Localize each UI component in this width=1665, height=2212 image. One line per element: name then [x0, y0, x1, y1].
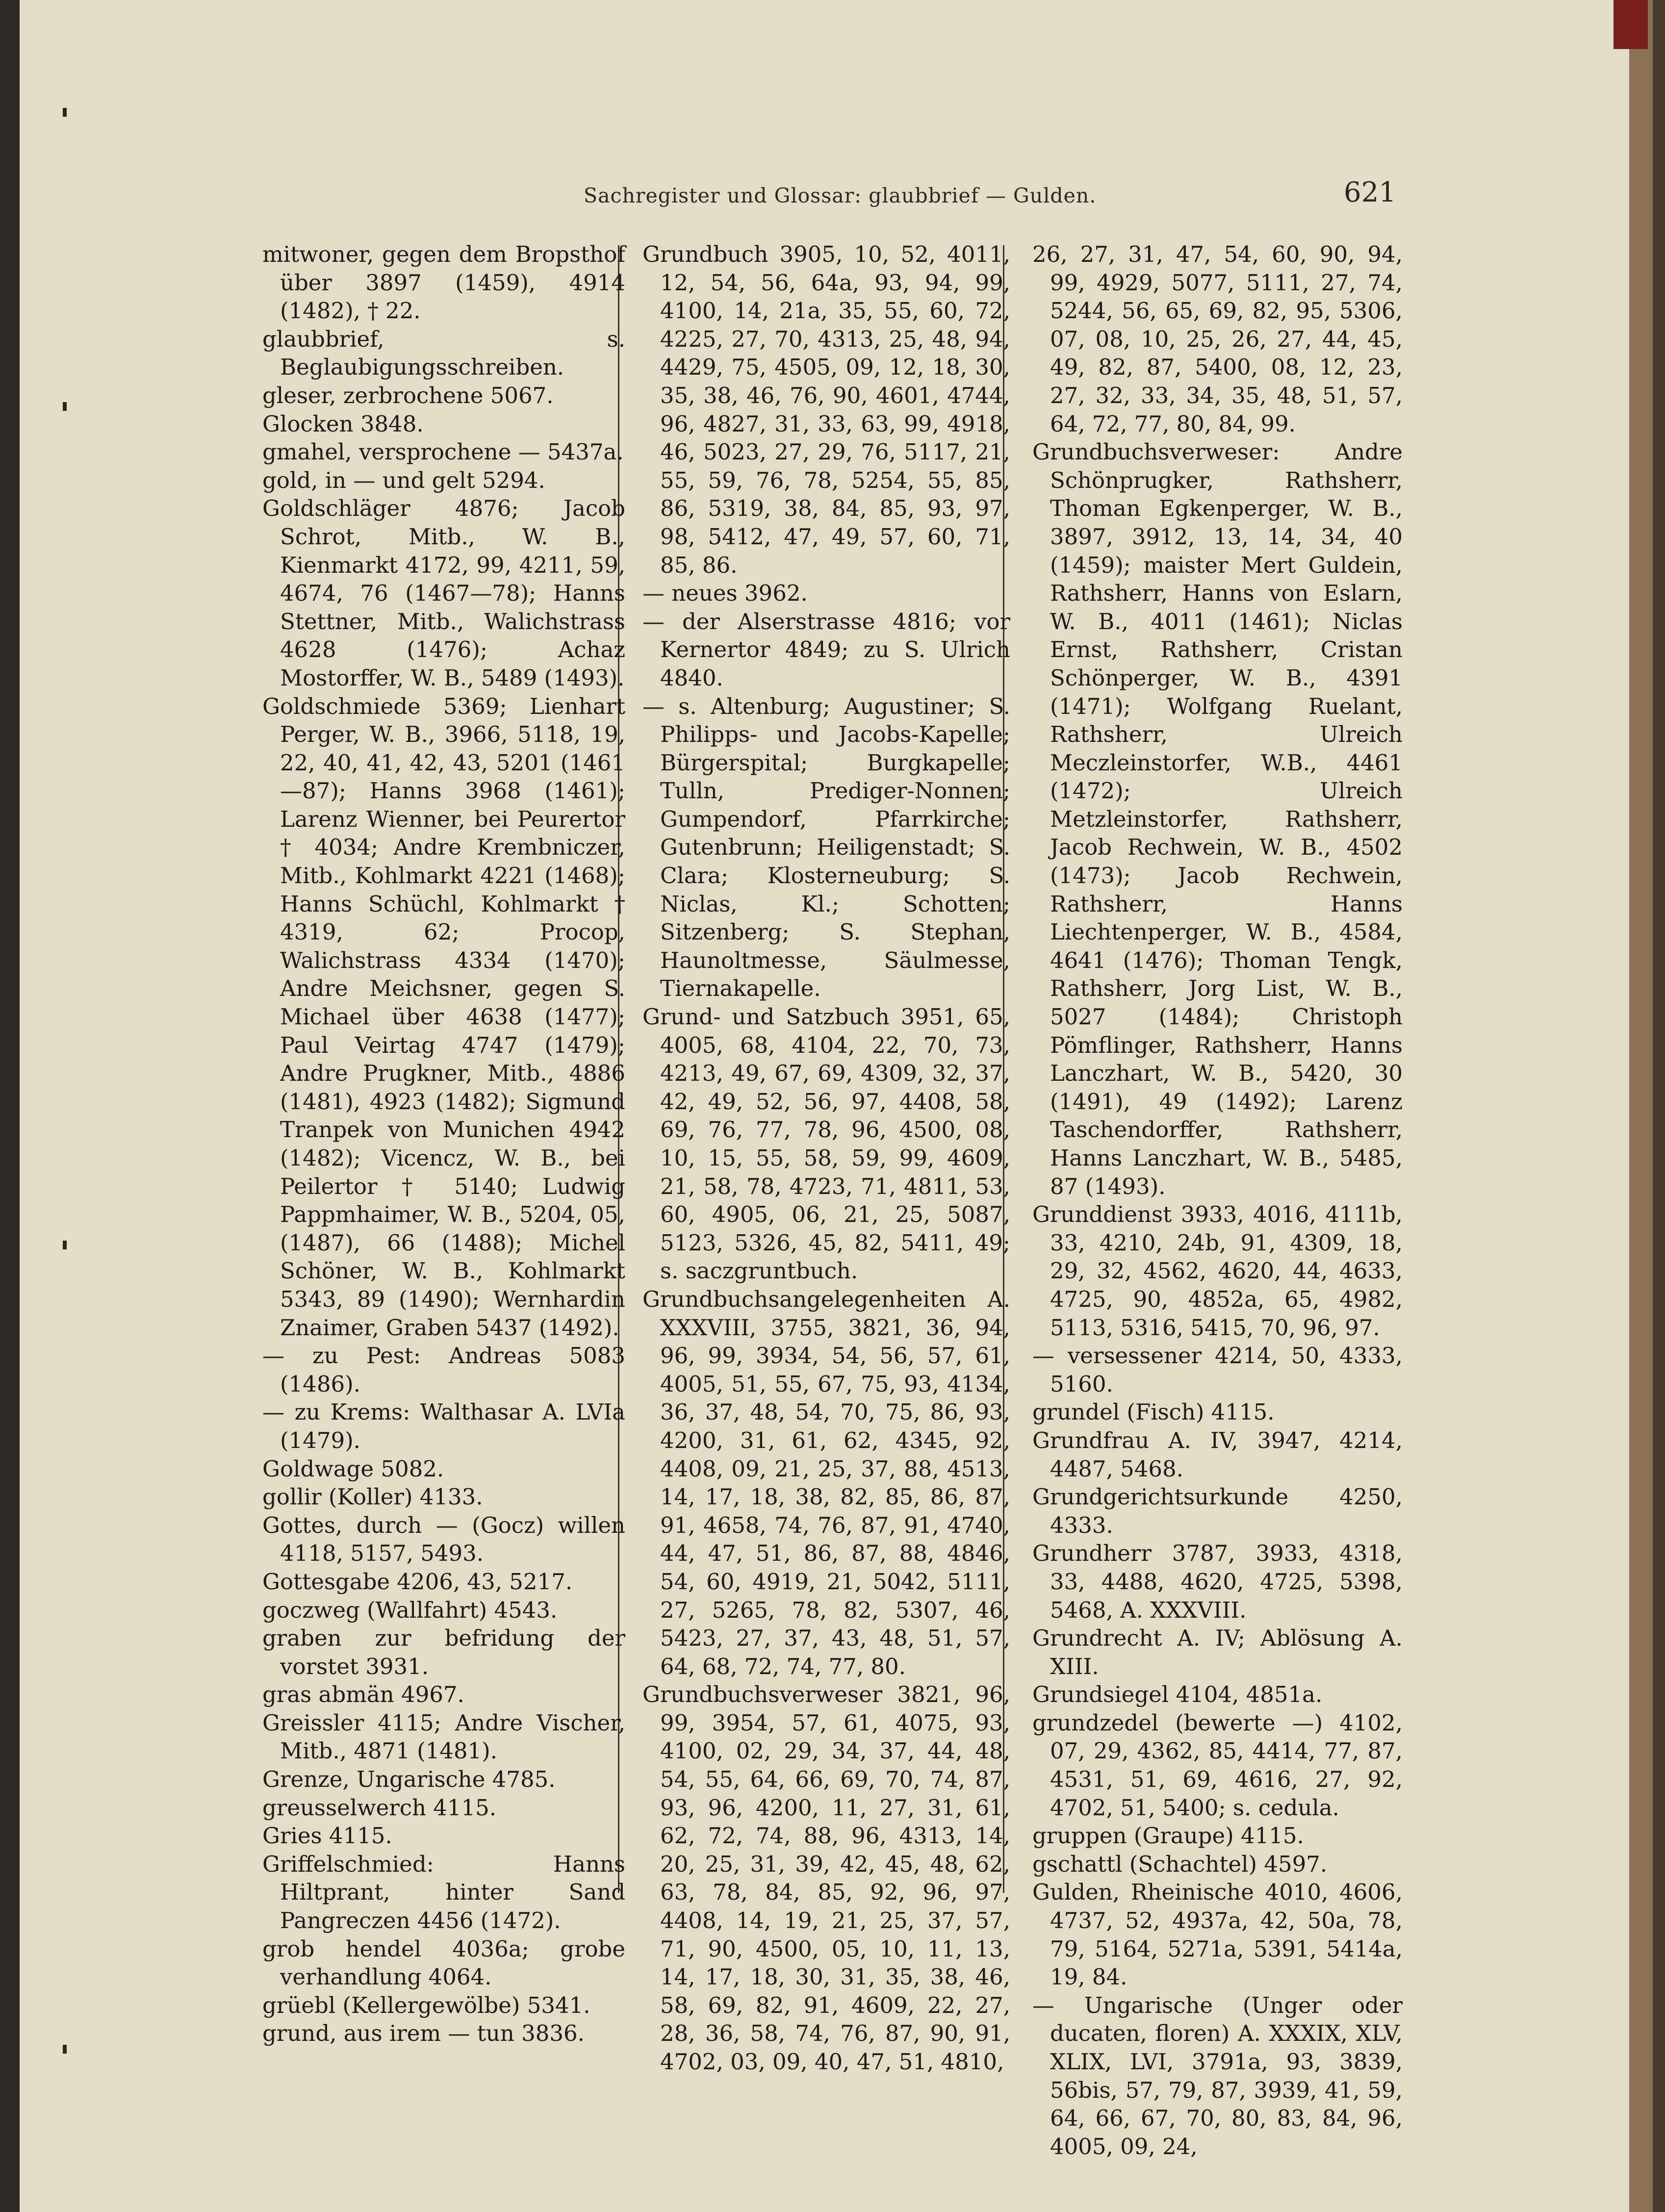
index-entry: — s. Altenburg; Augustiner; S. Philipps- und Jacobs-Kapelle; Bürgerspital; Burgkapelle; Tulln, Prediger-Nonnen; Gumpendorf, Pfarrkirche; Gutenbrunn; Heiligenstadt; S. Clara; Klosterneuburg; S. Niclas, Kl.; Schotten; Sitzenberg; S. Stephan, Haunoltmesse, Säulmesse, Tiernakapelle.	[642, 693, 1010, 1002]
index-entry: grüebl (Kellergewölbe) 5341.	[262, 1992, 590, 2018]
book-page	[20, 0, 1638, 2212]
index-entry: gold, in — und gelt 5294.	[262, 467, 545, 493]
margin-mark	[63, 108, 67, 117]
index-entry: — versessener 4214, 50, 4333, 5160.	[1032, 1343, 1403, 1397]
index-entry: graben zur befridung der vorstet 3931.	[262, 1625, 625, 1679]
index-entry: gmahel, versprochene — 5437a.	[262, 439, 624, 465]
index-entry: gras abmän 4967.	[262, 1681, 464, 1708]
index-entry: grundzedel (bewerte —) 4102, 07, 29, 4362, 85, 4414, 77, 87, 4531, 51, 69, 4616, 27, 92, 4702, 51, 5400; s. cedula.	[1032, 1709, 1403, 1821]
index-entry: gollir (Koller) 4133.	[262, 1484, 483, 1510]
index-entry: gschattl (Schachtel) 4597.	[1032, 1851, 1328, 1877]
index-entry: — zu Pest: Andreas 5083 (1486).	[262, 1343, 625, 1397]
index-entry: grob hendel 4036a; grobe verhandlung 4064.	[262, 1935, 625, 1990]
index-entry: Grenze, Ungarische 4785.	[262, 1766, 556, 1793]
margin-mark	[63, 402, 67, 411]
index-entry: Goldwage 5082.	[262, 1455, 444, 1482]
binding-edge	[1653, 0, 1665, 2212]
index-entry: 26, 27, 31, 47, 54, 60, 90, 94, 99, 4929, 5077, 5111, 27, 74, 5244, 56, 65, 69, 82, 95, 5306, 07, 08, 10, 25, 26, 27, 44, 45, 49, 82, 87, 5400, 08, 12, 23, 27, 32, 33, 34, 35, 48, 51, 57, 64, 72, 77, 80, 84, 99.	[1032, 241, 1403, 437]
index-column-1	[262, 240, 625, 2048]
index-entry: goczweg (Wallfahrt) 4543.	[262, 1597, 558, 1623]
index-entry: mitwoner, gegen dem Bropsthof über 3897 (1459), 4914 (1482), † 22.	[262, 241, 625, 324]
index-entry: — der Alserstrasse 4816; vor Kernertor 4849; zu S. Ulrich 4840.	[642, 608, 1010, 691]
index-entry: — Ungarische (Unger oder ducaten, floren) A. XXXIX, XLV, XLIX, LVI, 3791a, 93, 3839, 56bis, 57, 79, 87, 3939, 41, 59, 64, 66, 67, 70, 80, 83, 84, 96, 4005, 09, 24,	[1032, 1992, 1403, 2160]
running-header: Sachregister und Glossar: glaubbrief — Gulden.	[584, 184, 1097, 207]
index-entry: Griffelschmied: Hanns Hiltprant, hinter Sand Pangreczen 4456 (1472).	[262, 1851, 625, 1934]
index-entry: Grundbuch 3905, 10, 52, 4011, 12, 54, 56, 64a, 93, 94, 99, 4100, 14, 21a, 35, 55, 60, 72, 4225, 27, 70, 4313, 25, 48, 94, 4429, 75, 4505, 09, 12, 18, 30, 35, 38, 46, 76, 90, 4601, 4744, 96, 4827, 31, 33, 63, 99, 4918, 46, 5023, 27, 29, 76, 5117, 21, 55, 59, 76, 78, 5254, 55, 85, 86, 5319, 38, 84, 85, 93, 97, 98, 5412, 47, 49, 57, 60, 71, 85, 86.	[642, 241, 1010, 578]
index-entry: grund, aus irem — tun 3836.	[262, 2020, 585, 2047]
index-column-3	[1032, 240, 1403, 2161]
index-entry: gruppen (Graupe) 4115.	[1032, 1823, 1304, 1849]
index-entry: Grund- und Satzbuch 3951, 65, 4005, 68, 4104, 22, 70, 73, 4213, 49, 67, 69, 4309, 32, 37, 42, 49, 52, 56, 97, 4408, 58, 69, 76, 77, 78, 96, 4500, 08, 10, 15, 55, 58, 59, 99, 4609, 21, 58, 78, 4723, 71, 4811, 53, 60, 4905, 06, 21, 25, 5087, 5123, 5326, 45, 82, 5411, 49; s. saczgruntbuch.	[642, 1004, 1010, 1284]
index-entry: Gottes, durch — (Gocz) willen 4118, 5157, 5493.	[262, 1512, 625, 1567]
index-entry: — neues 3962.	[642, 580, 808, 607]
index-entry: Goldschmiede 5369; Lienhart Perger, W. B., 3966, 5118, 19, 22, 40, 41, 42, 43, 5201 (1461—87); Hanns 3968 (1461); Larenz Wienner, bei Peurertor † 4034; Andre Krembniczer, Mitb., Kohlmarkt 4221 (1468); Hanns Schüchl, Kohlmarkt † 4319, 62; Procop, Walichstrass 4334 (1470); Andre Meichsner, gegen S. Michael über 4638 (1477); Paul Veirtag 4747 (1479); Andre Prugkner, Mitb., 4886 (1481), 4923 (1482); Sigmund Tranpek von Munichen 4942 (1482); Vicencz, W. B., bei Peilertor † 5140; Ludwig Pappmhaimer, W. B., 5204, 05, (1487), 66 (1488); Michel Schöner, W. B., Kohlmarkt 5343, 89 (1490); Wernhardin Znaimer, Graben 5437 (1492).	[262, 693, 625, 1341]
index-entry: glaubbrief, s. Beglaubigungsschreiben.	[262, 326, 625, 381]
index-entry: Gries 4115.	[262, 1823, 392, 1849]
red-bookmark	[1614, 0, 1648, 49]
index-entry: Grundbuchsverweser 3821, 96, 99, 3954, 57, 61, 4075, 93, 4100, 02, 29, 34, 37, 44, 48, 54, 55, 64, 66, 69, 70, 74, 87, 93, 96, 4200, 11, 27, 31, 61, 62, 72, 74, 88, 96, 4313, 14, 20, 25, 31, 39, 42, 45, 48, 62, 63, 78, 84, 85, 92, 96, 97, 4408, 14, 19, 21, 25, 37, 57, 71, 90, 4500, 05, 10, 11, 13, 14, 17, 18, 30, 31, 35, 38, 46, 58, 69, 82, 91, 4609, 22, 27, 28, 36, 58, 74, 76, 87, 90, 91, 4702, 03, 09, 40, 47, 51, 4810,	[642, 1681, 1010, 2075]
index-entry: Grundbuchsangelegenheiten A. XXXVIII, 3755, 3821, 36, 94, 96, 99, 3934, 54, 56, 57, 61, 4005, 51, 55, 67, 75, 93, 4134, 36, 37, 48, 54, 70, 75, 86, 93, 4200, 31, 61, 62, 4345, 92, 4408, 09, 21, 25, 37, 88, 4513, 14, 17, 18, 38, 82, 85, 86, 87, 91, 4658, 74, 76, 87, 91, 4740, 44, 47, 51, 86, 87, 88, 4846, 54, 60, 4919, 21, 5042, 5111, 27, 5265, 78, 82, 5307, 46, 5423, 27, 37, 43, 48, 51, 57, 64, 68, 72, 74, 77, 80.	[642, 1286, 1010, 1679]
index-entry: Gulden, Rheinische 4010, 4606, 4737, 52, 4937a, 42, 50a, 78, 79, 5164, 5271a, 5391, 5414a, 19, 84.	[1032, 1879, 1403, 1990]
index-column-2	[642, 240, 1010, 2076]
index-entry: Glocken 3848.	[262, 410, 424, 437]
index-entry: Grundsiegel 4104, 4851a.	[1032, 1681, 1323, 1708]
index-entry: gleser, zerbrochene 5067.	[262, 382, 554, 408]
index-entry: Grundrecht A. IV; Ablösung A. XIII.	[1032, 1625, 1403, 1679]
index-entry: grundel (Fisch) 4115.	[1032, 1399, 1275, 1425]
index-entry: Grundgerichtsurkunde 4250, 4333.	[1032, 1484, 1403, 1538]
index-entry: Grundherr 3787, 3933, 4318, 33, 4488, 4620, 4725, 5398, 5468, A. XXXVIII.	[1032, 1540, 1403, 1623]
index-entry: — zu Krems: Walthasar A. LVIa (1479).	[262, 1399, 625, 1453]
margin-mark	[63, 1241, 67, 1249]
index-entry: Gottesgabe 4206, 43, 5217.	[262, 1568, 573, 1595]
index-entry: Grunddienst 3933, 4016, 4111b, 33, 4210, 24b, 91, 4309, 18, 29, 32, 4562, 4620, 44, 4633, 4725, 90, 4852a, 65, 4982, 5113, 5316, 5415, 70, 96, 97.	[1032, 1201, 1403, 1341]
index-entry: greusselwerch 4115.	[262, 1794, 497, 1821]
margin-mark	[63, 2045, 67, 2054]
index-entry: Greissler 4115; Andre Vischer, Mitb., 4871 (1481).	[262, 1709, 625, 1764]
page-number: 621	[1344, 177, 1396, 208]
index-entry: Goldschläger 4876; Jacob Schrot, Mitb., W. B., Kienmarkt 4172, 99, 4211, 59, 4674, 76 (1467—78); Hanns Stettner, Mitb., Walichstrass 4628 (1476); Achaz Mostorffer, W. B., 5489 (1493).	[262, 495, 625, 691]
index-entry: Grundbuchsverweser: Andre Schönprugker, Rathsherr, Thoman Egkenperger, W. B., 3897, 3912, 13, 14, 34, 40 (1459); maister Mert Guldein, Rathsherr, Hanns von Eslarn, W. B., 4011 (1461); Niclas Ernst, Rathsherr, Cristan Schönperger, W. B., 4391 (1471); Wolfgang Ruelant, Rathsherr, Ulreich Meczleinstorfer, W.B., 4461 (1472); Ulreich Metzleinstorfer, Rathsherr, Jacob Rechwein, W. B., 4502 (1473); Jacob Rechwein, Rathsherr, Hanns Liechtenperger, W. B., 4584, 4641 (1476); Thoman Tengk, Rathsherr, Jorg List, W. B., 5027 (1484); Christoph Pömflinger, Rathsherr, Hanns Lanczhart, W. B., 5420, 30 (1491), 49 (1492); Larenz Taschendorffer, Rathsherr, Hanns Lanczhart, W. B., 5485, 87 (1493).	[1032, 439, 1403, 1199]
index-entry: Grundfrau A. IV, 3947, 4214, 4487, 5468.	[1032, 1427, 1403, 1482]
